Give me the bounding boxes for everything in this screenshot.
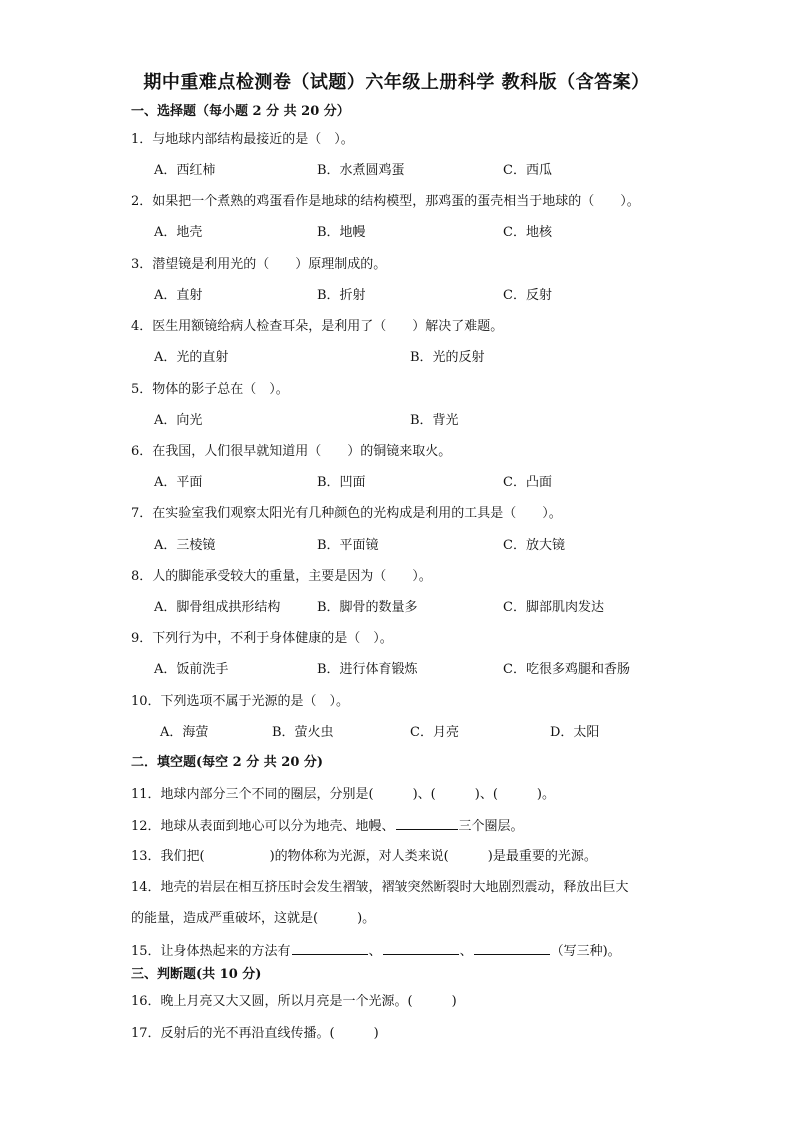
answer-blank[interactable] bbox=[292, 942, 368, 955]
question-stem: 1．与地球内部结构最接近的是（ ）。 bbox=[131, 132, 354, 147]
section-heading-judge: 三、判断题(共 10 分) bbox=[131, 967, 262, 982]
option: C．西瓜 bbox=[503, 163, 552, 178]
option: A．脚骨组成拱形结构 bbox=[154, 600, 281, 615]
question-stem: 2．如果把一个煮熟的鸡蛋看作是地球的结构模型，那鸡蛋的蛋壳相当于地球的（ ）。 bbox=[131, 194, 640, 209]
option: C．放大镜 bbox=[503, 538, 565, 553]
option: C．反射 bbox=[503, 288, 552, 303]
option: D．太阳 bbox=[550, 725, 600, 740]
section-heading-choice: 一、选择题（每小题 2 分 共 20 分） bbox=[131, 104, 350, 119]
option: A．平面 bbox=[154, 475, 203, 490]
separator: 、 bbox=[459, 944, 473, 959]
option: A．地壳 bbox=[154, 225, 203, 240]
option: A．饭前洗手 bbox=[154, 662, 229, 677]
option: A．光的直射 bbox=[154, 350, 229, 365]
option: C．凸面 bbox=[503, 475, 552, 490]
question-stem: 11．地球内部分三个不同的圈层，分别是( )、( )、( )。 bbox=[131, 787, 555, 802]
question-stem: 8．人的脚能承受较大的重量，主要是因为（ ）。 bbox=[131, 569, 432, 584]
question-stem: 13．我们把( )的物体称为光源，对人类来说( )是最重要的光源。 bbox=[131, 849, 597, 864]
question-text: 三个圈层。 bbox=[458, 819, 524, 834]
option: B．凹面 bbox=[317, 475, 366, 490]
answer-blank[interactable] bbox=[396, 817, 458, 830]
option: C．月亮 bbox=[410, 725, 459, 740]
question-stem: 6．在我国，人们很早就知道用（ ）的铜镜来取火。 bbox=[131, 444, 452, 459]
option: C．吃很多鸡腿和香肠 bbox=[503, 662, 630, 677]
question-stem: 3．潜望镜是利用光的（ ）原理制成的。 bbox=[131, 257, 387, 272]
option: B．进行体育锻炼 bbox=[317, 662, 418, 677]
option: B．萤火虫 bbox=[272, 725, 334, 740]
option: A．直射 bbox=[154, 288, 203, 303]
question-stem: 4．医生用额镜给病人检查耳朵，是利用了（ ）解决了难题。 bbox=[131, 319, 504, 334]
option: B．折射 bbox=[317, 288, 366, 303]
question-stem: 9．下列行为中，不利于身体健康的是（ ）。 bbox=[131, 631, 393, 646]
question-stem: 17．反射后的光不再沿直线传播。( ) bbox=[131, 1026, 379, 1041]
option: A．西红柿 bbox=[154, 163, 216, 178]
option: B．平面镜 bbox=[317, 538, 379, 553]
question-stem bbox=[131, 817, 524, 836]
question-stem: 5．物体的影子总在（ ）。 bbox=[131, 382, 289, 397]
question-text: 12．地球从表面到地心可以分为地壳、地幔、 bbox=[131, 819, 395, 834]
question-stem: 10．下列选项不属于光源的是（ ）。 bbox=[131, 694, 350, 709]
answer-blank[interactable] bbox=[383, 942, 459, 955]
option: A．海萤 bbox=[160, 725, 209, 740]
section-heading-fill: 二．填空题(每空 2 分 共 20 分) bbox=[131, 755, 324, 770]
answer-blank[interactable] bbox=[474, 942, 550, 955]
option: C．脚部肌肉发达 bbox=[503, 600, 604, 615]
option: B．地幔 bbox=[317, 225, 366, 240]
question-text: 15．让身体热起来的方法有 bbox=[131, 944, 291, 959]
separator: 、 bbox=[368, 944, 382, 959]
question-text: （写三种)。 bbox=[550, 944, 621, 959]
question-stem: 14．地壳的岩层在相互挤压时会发生褶皱，褶皱突然断裂时大地剧烈震动，释放出巨大 bbox=[131, 880, 629, 895]
option: A．三棱镜 bbox=[154, 538, 216, 553]
option: A．向光 bbox=[154, 413, 203, 428]
question-stem: 16．晚上月亮又大又圆，所以月亮是一个光源。( ) bbox=[131, 994, 457, 1009]
option: B．水煮圆鸡蛋 bbox=[317, 163, 405, 178]
option: B．脚骨的数量多 bbox=[317, 600, 418, 615]
option: C．地核 bbox=[503, 225, 552, 240]
page-title: 期中重难点检测卷（试题）六年级上册科学 教科版（含答案） bbox=[143, 72, 650, 93]
question-stem: 7．在实验室我们观察太阳光有几种颜色的光构成是利用的工具是（ ）。 bbox=[131, 506, 562, 521]
option: B．光的反射 bbox=[410, 350, 485, 365]
question-stem-continued: 的能量，造成严重破坏，这就是( )。 bbox=[131, 911, 376, 926]
option: B．背光 bbox=[410, 413, 459, 428]
question-stem bbox=[131, 942, 621, 961]
